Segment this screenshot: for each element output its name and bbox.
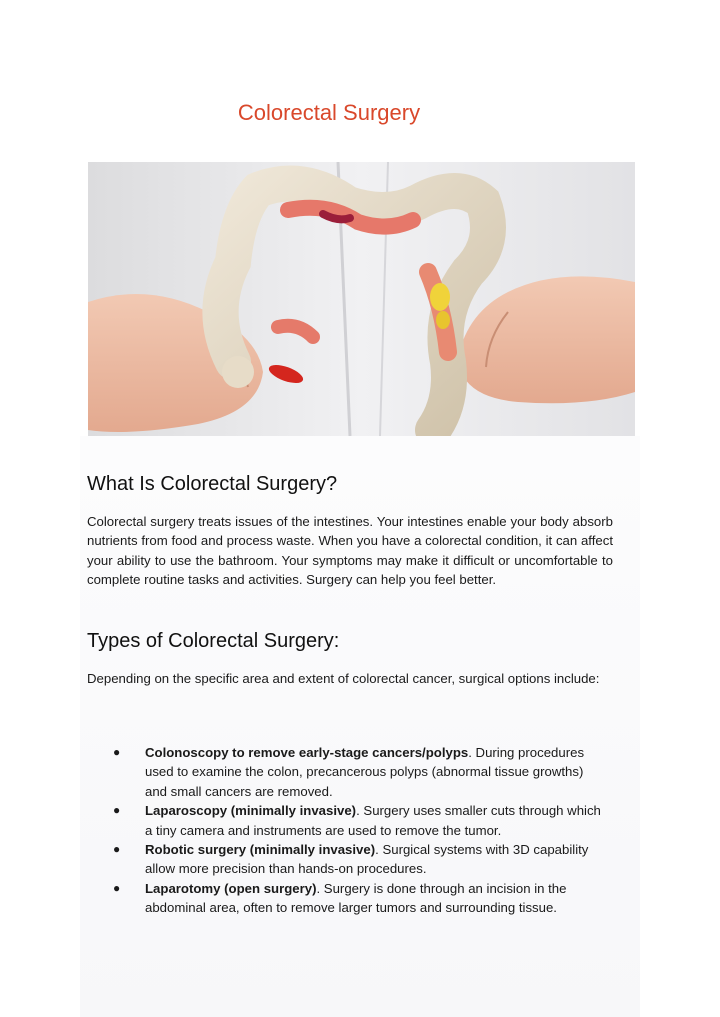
list-item-bold: Laparoscopy (minimally invasive) [145,803,357,819]
surgery-types-list [87,743,613,918]
list-item [87,743,613,801]
bullet-icon: ● [113,745,121,759]
list-item-bold: Robotic surgery (minimally invasive) [145,842,376,858]
bullet-icon: ● [113,880,121,895]
list-item-text: . Surgery uses smaller cuts through which a tiny camera and instruments are used to remove the tumor. [145,803,601,838]
colon-model-illustration [88,162,635,436]
list-item-bold: Colonoscopy to remove early-stage cancers/polyps [145,745,469,760]
list-item [87,840,613,879]
list-item-text: . During procedures used to examine the colon, precancerous polyps (abnormal tissue growths) and small cancers are removed. [145,745,585,799]
bullet-icon: ● [113,842,121,857]
page-title: Colorectal Surgery [237,100,421,125]
bullet-icon: ● [113,803,121,818]
list-item-bold: Laparotomy (open surgery) [145,880,317,896]
list-item-text: . Surgical systems with 3D capability allow more precision than hands-on procedures. [145,842,589,877]
list-item-text: . Surgery is done through an incision in the abdominal area, often to remove larger tumors and surrounding tissue. [145,880,567,916]
section-heading-types: Types of Colorectal Surgery: [87,630,340,652]
list-item [87,879,613,918]
section-heading-what-is: What Is Colorectal Surgery? [87,473,338,495]
section-paragraph-types: Depending on the specific area and extent of colorectal cancer, surgical options include: [87,671,600,686]
hero-image [88,162,635,436]
list-item [87,801,613,840]
section-paragraph-what-is: Colorectal surgery treats issues of the intestines. Your intestines enable your body absorb nutrients from food and process waste. When you have a colorectal condition, it can affect your ability to use the bathroom. Your symptoms may make it difficult or uncomfortable to complete routine tasks and activities. Surgery can help you feel better. [87,514,613,588]
